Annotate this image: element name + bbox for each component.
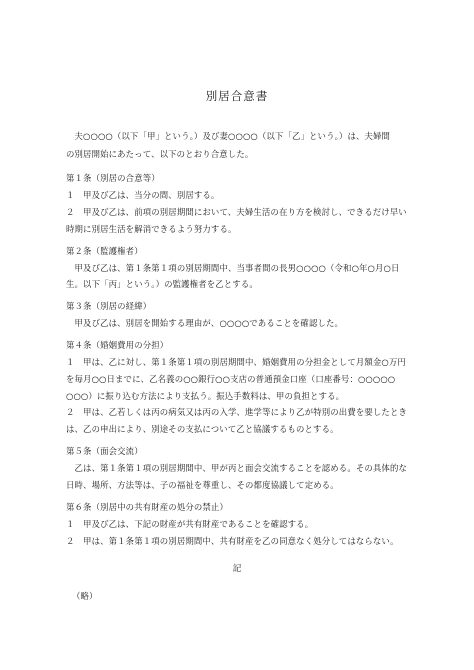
article-4-line: １ 甲は、乙に対し、第１条第１項の別居期間中、婚姻費用の分担金として月額金○万円 <box>66 357 406 367</box>
article-6-heading: 第６条（別居中の共有財産の処分の禁止） <box>66 502 228 512</box>
article-1-line: １ 甲及び乙は、当分の間、別居する。 <box>66 190 220 200</box>
article-2-line: 生。以下「丙」という。）の監護権者を乙とする。 <box>66 279 258 289</box>
article-2-line: 甲及び乙は、第１条第１項の別居期間中、当事者間の長男○○○○（令和○年○月○日 <box>66 263 400 273</box>
preamble-line: 夫○○○○（以下「甲」という。）及び妻○○○○（以下「乙」という。）は、夫婦間 <box>66 131 391 141</box>
article-5-line: 日時、場所、方法等は、子の福祉を尊重し、その都度協議して定める。 <box>66 480 339 490</box>
article-3-line: 甲及び乙は、別居を開始する理由が、○○○○であることを確認した。 <box>66 318 344 328</box>
preamble-line: の別居開始にあたって、以下のとおり合意した。 <box>66 149 254 159</box>
omitted-note: （略） <box>72 591 98 601</box>
article-4-line: は、乙の申出により、別途その支払について乙と協議するものとする。 <box>66 424 339 434</box>
article-5-line: 乙は、第１条第１項の別居期間中、甲が丙と面会交流することを認める。その具体的な <box>66 463 407 473</box>
article-5-heading: 第５条（面会交流） <box>66 446 143 456</box>
article-1-line: 時期に別居生活を解消できるよう努力する。 <box>66 224 237 234</box>
article-2-heading: 第２条（監護権者） <box>66 246 143 256</box>
ki-heading: 記 <box>232 564 242 574</box>
article-4-line: を毎月○○日までに、乙名義の○○銀行○○支店の普通預金口座（口座番号：○○○○○ <box>66 374 396 384</box>
article-6-line: １ 甲及び乙は、下記の財産が共有財産であることを確認する。 <box>66 519 314 529</box>
article-4-line: ○○○）に振り込む方法により支払う。振込手数料は、甲の負担とする。 <box>66 391 345 401</box>
article-4-line: ２ 甲は、乙若しくは丙の病気又は丙の入学、進学等により乙が特別の出費を要したとき <box>66 407 407 417</box>
article-3-heading: 第３条（別居の経緯） <box>66 301 152 311</box>
document-title: 別居合意書 <box>205 89 269 103</box>
article-6-line: ２ 甲は、第１条第１項の別居期間中、共有財産を乙の同意なく処分してはならない。 <box>66 536 399 546</box>
article-1-heading: 第１条（別居の合意等） <box>66 173 160 183</box>
article-4-heading: 第４条（婚姻費用の分担） <box>66 340 169 350</box>
article-1-line: ２ 甲及び乙は、前項の別居期間において、夫婦生活の在り方を検討し、できるだけ早い <box>66 207 407 217</box>
